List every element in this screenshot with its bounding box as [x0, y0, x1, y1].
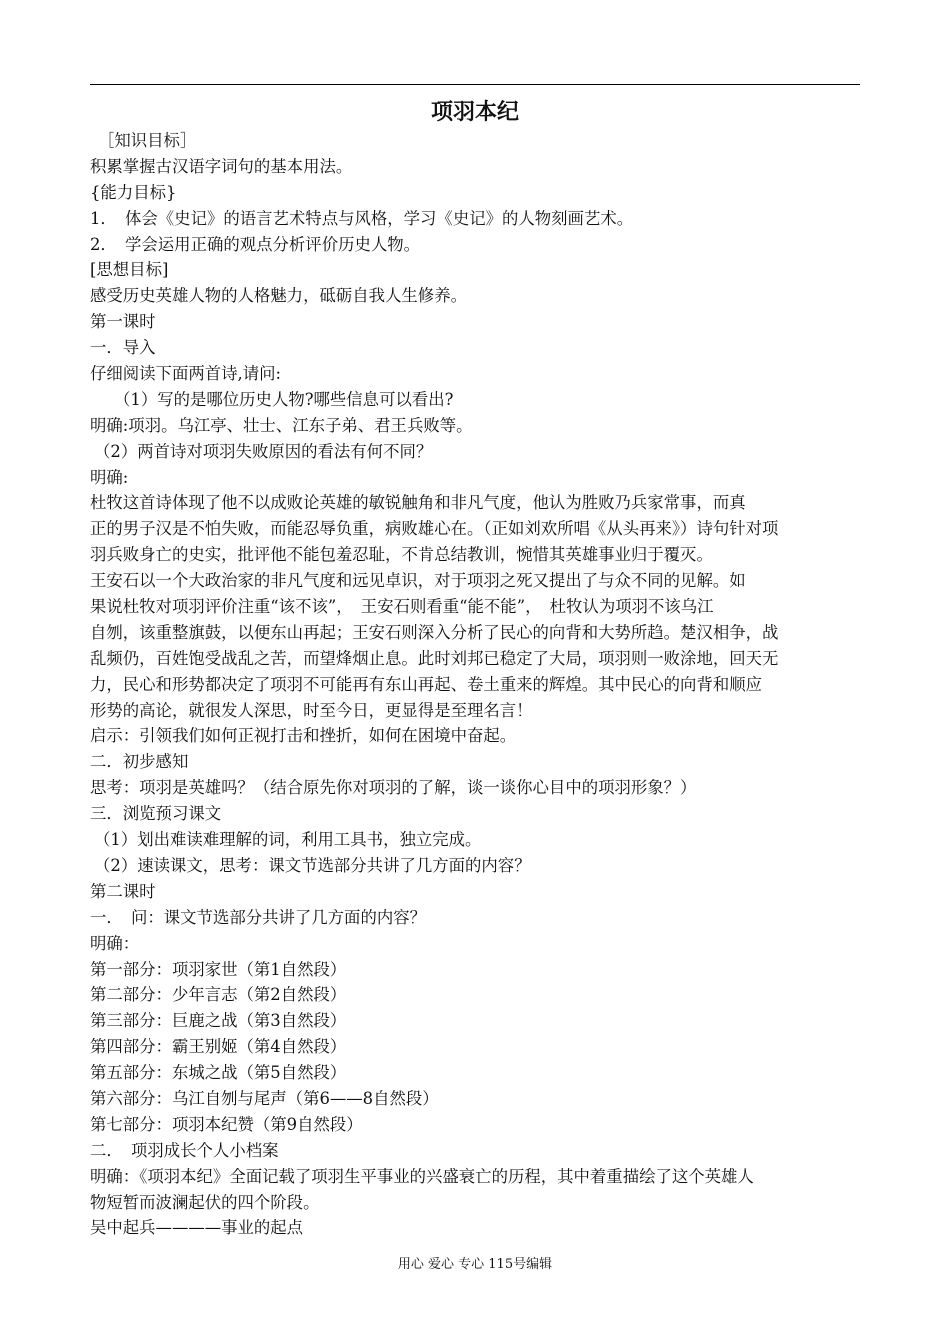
paragraph-line: 积累掌握古汉语字词句的基本用法。: [90, 156, 353, 176]
subsection-heading: 二．初步感知: [90, 752, 189, 772]
list-item: 第四部分：霸王别姬（第4自然段）: [90, 1037, 347, 1057]
lesson-heading-2: 第二课时: [90, 881, 156, 901]
list-item: 第二部分：少年言志（第2自然段）: [90, 985, 347, 1005]
paragraph-line: 物短暂而波澜起伏的四个阶段。: [90, 1192, 320, 1212]
section-heading-thought: [思想目标]: [90, 260, 169, 280]
section-heading-ability: {能力目标}: [90, 182, 177, 202]
paragraph-line: 正的男子汉是不怕失败，而能忍辱负重，病败雄心在。（正如刘欢所唱《从头再来》）诗句针对项: [90, 519, 779, 539]
answer-line: 明确:: [90, 467, 129, 487]
document-body: [90, 128, 862, 1241]
paragraph-line: 乱频仍，百姓饱受战乱之苦，而望烽烟止息。此时刘邦已稳定了大局，项羽则一败涂地，回天无: [90, 648, 779, 668]
paragraph-line: 羽兵败身亡的史实，批评他不能包羞忍耻，不肯总结教训，惋惜其英雄事业归于覆灭。: [90, 545, 713, 565]
subsection-heading: 二． 项羽成长个人小档案: [90, 1140, 279, 1160]
paragraph-line: 形势的高论，就很发人深思，时至今日，更显得是至理名言！: [90, 700, 533, 720]
answer-line: 明确:项羽。乌江亭、壮士、江东子弟、君王兵败等。: [90, 415, 473, 435]
section-heading-knowledge: ［知识目标］: [98, 131, 197, 150]
question-line: （2）速读课文，思考：课文节选部分共讲了几方面的内容？: [94, 855, 531, 875]
question-line: （1）划出难读难理解的词，利用工具书，独立完成。: [94, 830, 482, 850]
paragraph-line: 王安石以一个大政治家的非凡气度和远见卓识，对于项羽之死又提出了与众不同的见解。如: [90, 571, 746, 591]
list-item: 第七部分：项羽本纪赞（第9自然段）: [90, 1114, 363, 1134]
paragraph-line: 明确：《项羽本纪》全面记载了项羽生平事业的兴盛衰亡的历程，其中着重描绘了这个英雄人: [90, 1166, 754, 1186]
page-footer: 用心 爱心 专心 115号编辑: [397, 1257, 553, 1272]
paragraph-line: 启示：引领我们如何正视打击和挫折，如何在困境中奋起。: [90, 726, 517, 746]
question-line: （1）写的是哪位历史人物?哪些信息可以看出?: [114, 389, 454, 409]
list-item: 1． 体会《史记》的语言艺术特点与风格，学习《史记》的人物刻画艺术。: [90, 208, 634, 228]
paragraph-line: 吴中起兵————事业的起点: [90, 1218, 304, 1238]
paragraph-line: 仔细阅读下面两首诗,请问:: [90, 364, 282, 384]
paragraph-line: 杜牧这首诗体现了他不以成败论英雄的敏锐触角和非凡气度，他认为胜败乃兵家常事，而真: [90, 493, 746, 513]
list-item: 第六部分：乌江自刎与尾声（第6——8自然段）: [90, 1088, 439, 1108]
answer-line: 明确：: [90, 933, 140, 953]
paragraph-line: 力，民心和形势都决定了项羽不可能再有东山再起、卷土重来的辉煌。其中民心的向背和顺应: [90, 674, 763, 694]
paragraph-line: 果说杜牧对项羽评价注重“该不该”， 王安石则看重“能不能”， 杜牧认为项羽不该乌江: [90, 597, 714, 617]
subsection-heading: 三．浏览预习课文: [90, 804, 222, 824]
paragraph-line: 思考：项羽是英雄吗？（结合原先你对项羽的了解，谈一谈你心目中的项羽形象？）: [90, 778, 697, 798]
list-item: 第五部分：东城之战（第5自然段）: [90, 1063, 347, 1083]
paragraph-line: 自刎，该重整旗鼓，以便东山再起；王安石则深入分析了民心的向背和大势所趋。楚汉相争，战: [90, 622, 779, 642]
header-rule: [90, 84, 860, 85]
page-title: 项羽本纪: [430, 100, 519, 125]
lesson-heading-1: 第一课时: [90, 312, 156, 332]
list-item: 2． 学会运用正确的观点分析评价历史人物。: [90, 234, 421, 254]
list-item: 第三部分：巨鹿之战（第3自然段）: [90, 1011, 347, 1031]
subsection-heading: 一． 问：课文节选部分共讲了几方面的内容？: [90, 907, 427, 927]
subsection-heading: 一．导入: [90, 338, 156, 358]
paragraph-line: 感受历史英雄人物的人格魅力，砥砺自我人生修养。: [90, 286, 467, 306]
question-line: （2）两首诗对项羽失败原因的看法有何不同？: [94, 441, 433, 461]
list-item: 第一部分：项羽家世（第1自然段）: [90, 959, 347, 979]
